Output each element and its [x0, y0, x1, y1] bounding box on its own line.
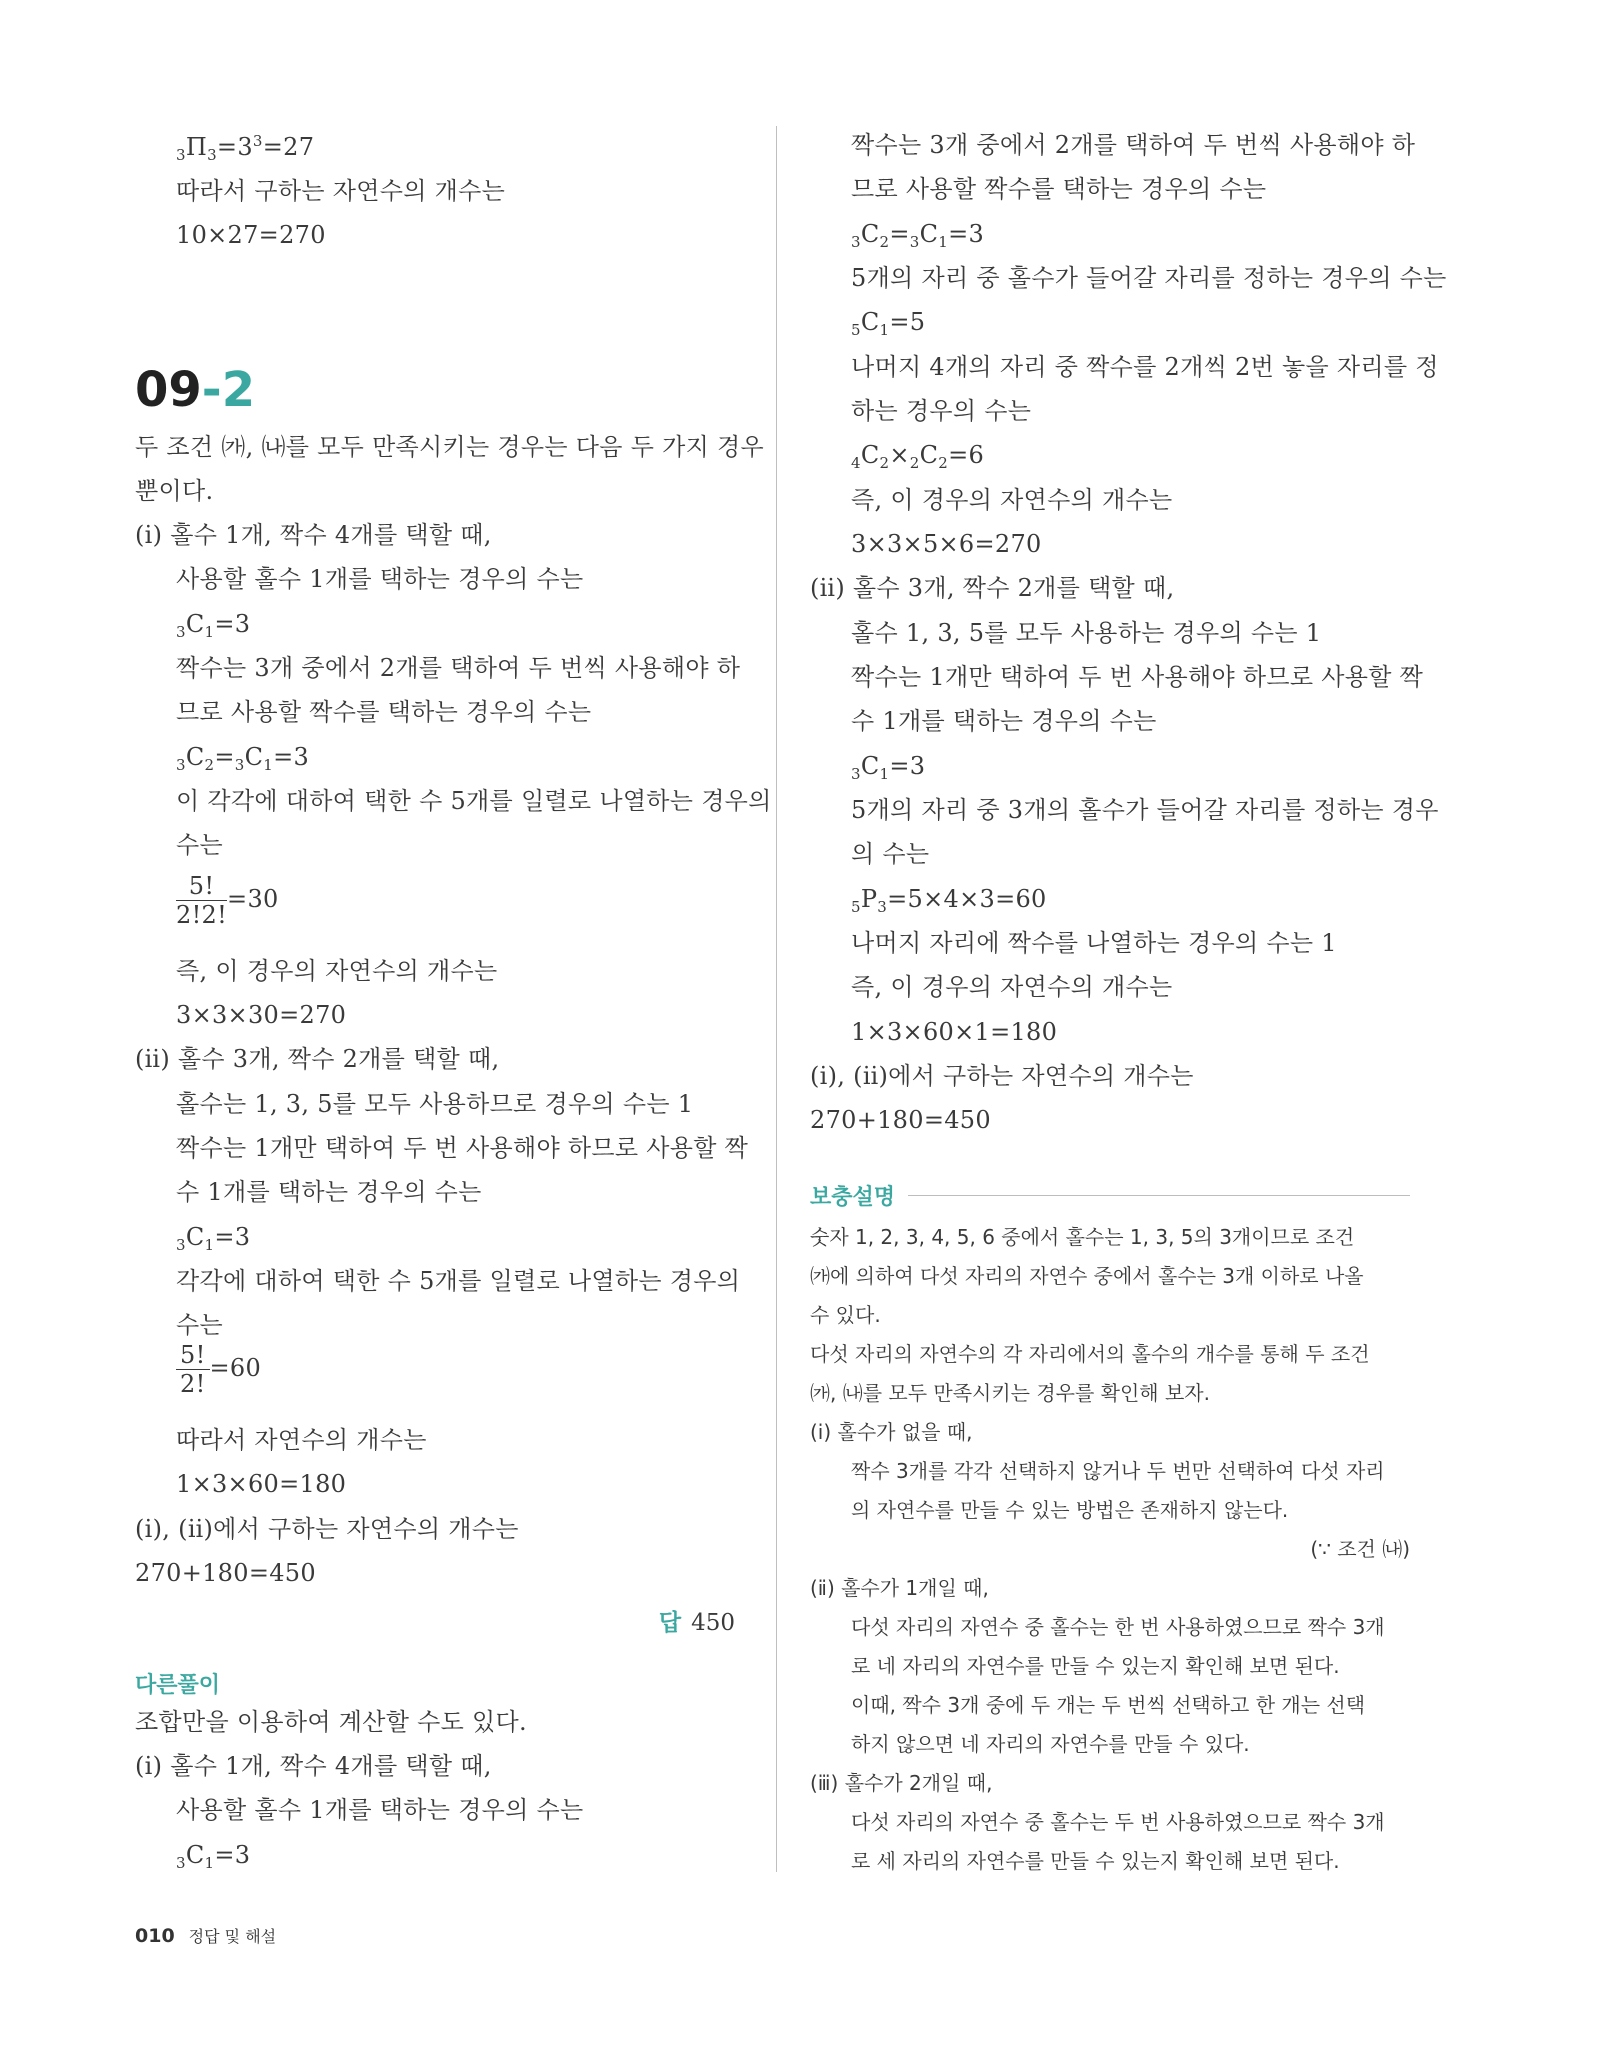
fraction: $\frac{5!}{2!}$	[176, 1341, 210, 1398]
answer: 답 450	[658, 1610, 735, 1636]
formula-line: $_3C_1=3$	[851, 752, 926, 783]
text-line: 즉, 이 경우의 자연수의 개수는	[176, 957, 498, 985]
text-line: 사용할 홀수 1개를 택하는 경우의 수는	[176, 565, 584, 593]
supp-line: ㈎에 의하여 다섯 자리의 자연수 중에서 홀수는 3개 이하로 나올	[810, 1264, 1364, 1288]
text-line: 5개의 자리 중 홀수가 들어갈 자리를 정하는 경우의 수는	[851, 264, 1447, 292]
supp-line: 하지 않으면 네 자리의 자연수를 만들 수 있다.	[851, 1732, 1250, 1756]
text-line: 5개의 자리 중 3개의 홀수가 들어갈 자리를 정하는 경우	[851, 796, 1439, 824]
formula-line: 1×3×60=180	[176, 1470, 347, 1498]
formula-line: $_3\Pi_3=3^3=27$	[176, 132, 315, 164]
fraction: $\frac{5!}{2!2!}$	[176, 872, 228, 929]
formula-line: $_3C_2=_3C_1=3$	[851, 220, 985, 251]
text-line: 즉, 이 경우의 자연수의 개수는	[851, 486, 1173, 514]
text-line: 홀수 1, 3, 5를 모두 사용하는 경우의 수는 1	[851, 619, 1322, 647]
supp-case-title: (ⅰ) 홀수가 없을 때,	[810, 1420, 973, 1444]
text-line: 각각에 대하여 택한 수 5개를 일렬로 나열하는 경우의	[176, 1267, 741, 1295]
supp-line: 이때, 짝수 3개 중에 두 개는 두 번씩 선택하고 한 개는 선택	[851, 1693, 1366, 1717]
text-line: 두 조건 ㈎, ㈏를 모두 만족시키는 경우는 다음 두 가지 경우	[135, 433, 764, 461]
text-line: 므로 사용할 짝수를 택하는 경우의 수는	[176, 698, 592, 726]
column-divider	[776, 126, 777, 1872]
text-line: 따라서 자연수의 개수는	[176, 1426, 427, 1454]
text-line: 홀수는 1, 3, 5를 모두 사용하므로 경우의 수는 1	[176, 1090, 694, 1118]
case-title: (ⅱ) 홀수 3개, 짝수 2개를 택할 때,	[810, 574, 1175, 602]
text-line: 수는	[176, 1311, 223, 1339]
text-line: 의 수는	[851, 840, 930, 868]
case-title: (ⅰ) 홀수 1개, 짝수 4개를 택할 때,	[135, 521, 492, 549]
supp-line: 숫자 1, 2, 3, 4, 5, 6 중에서 홀수는 1, 3, 5의 3개이므로 조건	[810, 1225, 1355, 1249]
text-line: 짝수는 1개만 택하여 두 번 사용해야 하므로 사용할 짝	[851, 663, 1424, 691]
text-line: (ⅰ), (ⅱ)에서 구하는 자연수의 개수는	[135, 1515, 519, 1543]
formula-line: $_3C_1=3$	[176, 1841, 251, 1872]
case-title: (ⅰ) 홀수 1개, 짝수 4개를 택할 때,	[135, 1752, 492, 1780]
text-line: 짝수는 3개 중에서 2개를 택하여 두 번씩 사용해야 하	[176, 654, 741, 682]
fraction-line: $\frac{5!}{2!2!}$ =30	[176, 872, 279, 929]
supp-case-title: (ⅲ) 홀수가 2개일 때,	[810, 1771, 993, 1795]
page-number: 010	[135, 1925, 175, 1947]
text-line: 수는	[176, 831, 223, 859]
text-line: 수 1개를 택하는 경우의 수는	[851, 707, 1157, 735]
supp-case-title: (ⅱ) 홀수가 1개일 때,	[810, 1576, 989, 1600]
supp-line: 로 세 자리의 자연수를 만들 수 있는지 확인해 보면 된다.	[851, 1849, 1340, 1873]
text-line: 조합만을 이용하여 계산할 수도 있다.	[135, 1708, 527, 1736]
supp-line: 수 있다.	[810, 1303, 881, 1327]
text-line: 나머지 4개의 자리 중 짝수를 2개씩 2번 놓을 자리를 정	[851, 353, 1439, 381]
supplement-rule	[908, 1195, 1410, 1196]
supp-line: 로 네 자리의 자연수를 만들 수 있는지 확인해 보면 된다.	[851, 1654, 1340, 1678]
formula-line: 3×3×30=270	[176, 1001, 347, 1029]
text-line: 므로 사용할 짝수를 택하는 경우의 수는	[851, 175, 1267, 203]
supp-line: ㈎, ㈏를 모두 만족시키는 경우를 확인해 보자.	[810, 1381, 1210, 1405]
formula-line: $_5C_1=5$	[851, 308, 926, 339]
supp-line: 다섯 자리의 자연수 중 홀수는 두 번 사용하였으므로 짝수 3개	[851, 1810, 1385, 1834]
text-line: 수 1개를 택하는 경우의 수는	[176, 1178, 482, 1206]
formula-line: $_5P_3=5\times 4\times 3=60$	[851, 885, 1047, 916]
text-line: 짝수는 3개 중에서 2개를 택하여 두 번씩 사용해야 하	[851, 131, 1416, 159]
text-line: 나머지 자리에 짝수를 나열하는 경우의 수는 1	[851, 929, 1337, 957]
alt-solution-heading: 다른풀이	[135, 1673, 221, 1698]
text-line: (ⅰ), (ⅱ)에서 구하는 자연수의 개수는	[810, 1062, 1194, 1090]
text-line: 하는 경우의 수는	[851, 397, 1032, 425]
supp-line: 다섯 자리의 자연수의 각 자리에서의 홀수의 개수를 통해 두 조건	[810, 1342, 1370, 1366]
text-line: 따라서 구하는 자연수의 개수는	[176, 177, 506, 205]
supp-line: 의 자연수를 만들 수 있는 방법은 존재하지 않는다.	[851, 1498, 1289, 1522]
formula-line: 3×3×5×6=270	[851, 530, 1042, 558]
formula-line: $_4C_2\times_2C_2=6$	[851, 441, 985, 472]
case-title: (ⅱ) 홀수 3개, 짝수 2개를 택할 때,	[135, 1045, 500, 1073]
formula-line: 270+180=450	[135, 1559, 316, 1587]
text-line: 즉, 이 경우의 자연수의 개수는	[851, 973, 1173, 1001]
formula-line: $_3C_2=_3C_1=3$	[176, 743, 310, 774]
page-footer	[135, 1924, 276, 1947]
text-line: 짝수는 1개만 택하여 두 번 사용해야 하므로 사용할 짝	[176, 1134, 749, 1162]
formula-line: 1×3×60×1=180	[851, 1018, 1058, 1046]
formula-line: 10×27=270	[176, 221, 326, 249]
text-line: 사용할 홀수 1개를 택하는 경우의 수는	[176, 1796, 584, 1824]
supplement-heading: 보충설명	[810, 1185, 896, 1210]
text-line: 뿐이다.	[135, 477, 214, 505]
footer-label: 정답 및 해설	[188, 1927, 277, 1946]
problem-number: 09-2	[135, 362, 256, 418]
supp-line: 다섯 자리의 자연수 중 홀수는 한 번 사용하였으므로 짝수 3개	[851, 1615, 1385, 1639]
supp-note: (∵ 조건 ㈏)	[1310, 1537, 1410, 1561]
formula-line: $_3C_1=3$	[176, 610, 251, 641]
fraction-line: $\frac{5!}{2!}$ =60	[135, 1341, 261, 1398]
formula-line: 270+180=450	[810, 1106, 991, 1134]
formula-line: $_3C_1=3$	[176, 1223, 251, 1254]
text-line: 이 각각에 대하여 택한 수 5개를 일렬로 나열하는 경우의	[176, 787, 772, 815]
supp-line: 짝수 3개를 각각 선택하지 않거나 두 번만 선택하여 다섯 자리	[851, 1459, 1385, 1483]
